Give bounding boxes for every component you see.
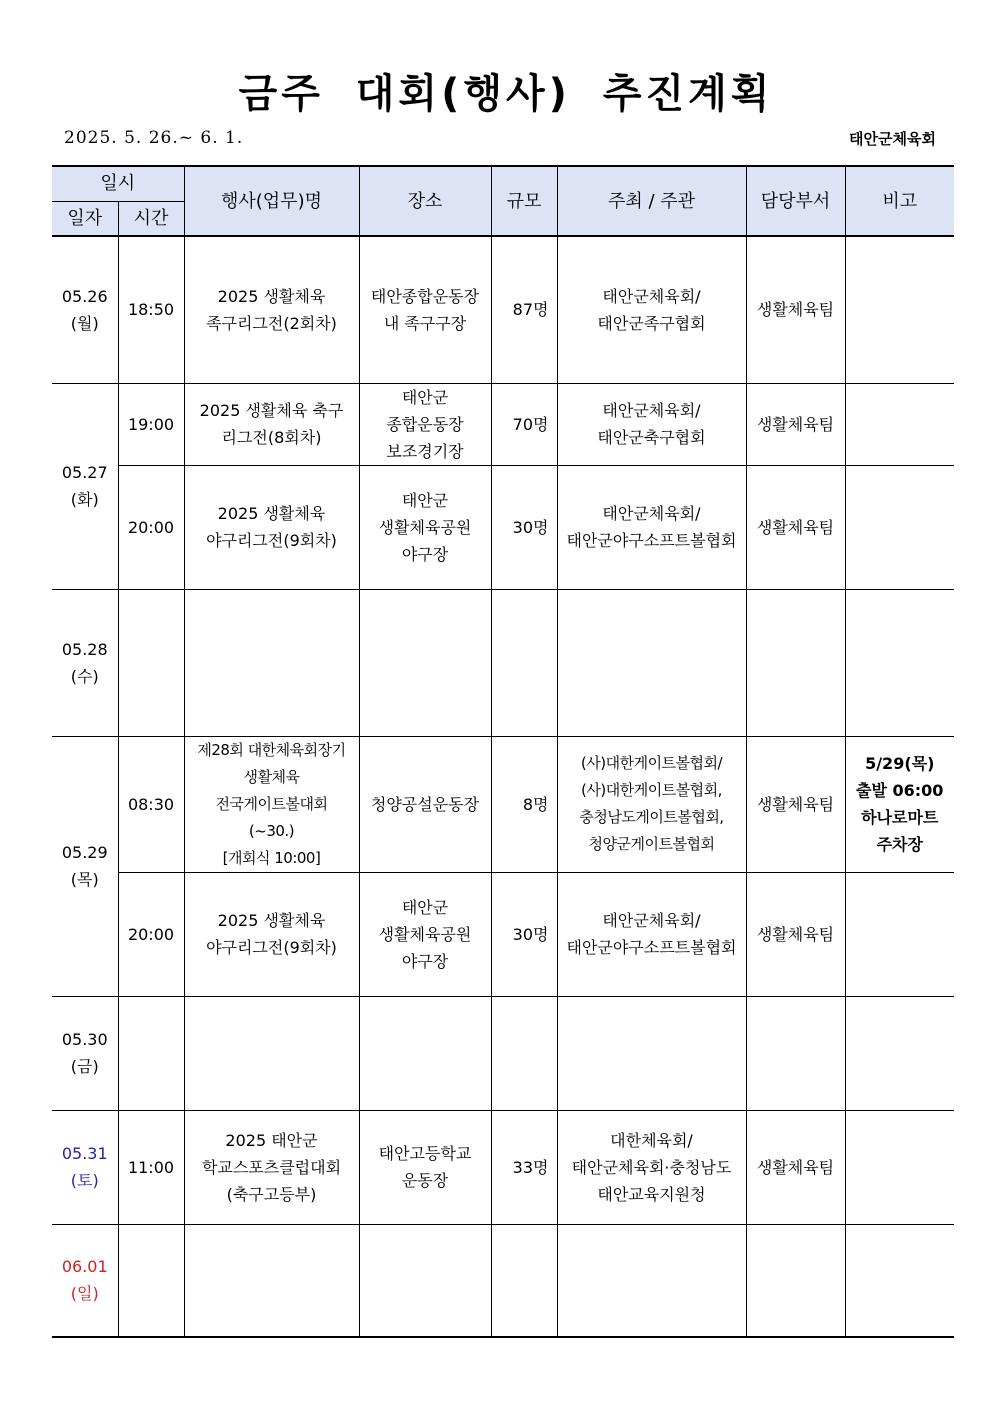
note-cell	[845, 383, 954, 465]
event-cell-line: (축구고등부)	[226, 1184, 317, 1204]
event-cell-line: 2025 생활체육	[217, 504, 326, 523]
event-cell-line: [개회식 10:00]	[222, 848, 321, 867]
schedule-table	[52, 165, 954, 1338]
date-value: 05.30	[61, 1030, 108, 1049]
venue-cell	[359, 1224, 491, 1337]
venue-cell	[359, 465, 491, 589]
weekday-value: (일)	[70, 1284, 99, 1304]
table-row	[52, 1110, 954, 1224]
schedule-body	[52, 236, 954, 1337]
event-cell	[184, 996, 359, 1110]
venue-cell-line: 생활체육공원	[378, 517, 472, 537]
event-cell-line: 2025 생활체육	[217, 286, 326, 306]
host-cell	[557, 736, 746, 872]
note-cell	[845, 872, 954, 996]
host-cell-line: 태안군체육회·충청남도	[571, 1157, 732, 1177]
event-cell	[184, 589, 359, 736]
host-cell	[557, 383, 746, 465]
time-cell: 19:00	[118, 383, 184, 465]
event-cell	[184, 872, 359, 996]
header-note: 비고	[845, 166, 954, 236]
table-row	[52, 383, 954, 465]
scale-cell: 87명	[491, 236, 557, 383]
organization-name: 태안군체육회	[849, 130, 936, 148]
weekday-value: (토)	[70, 1171, 99, 1190]
scale-cell	[491, 996, 557, 1110]
table-row	[52, 236, 954, 383]
host-cell	[557, 236, 746, 383]
event-cell	[184, 1110, 359, 1224]
host-cell-line: 태안군축구협회	[597, 428, 706, 447]
weekday-value: (월)	[70, 313, 99, 333]
note-cell	[845, 465, 954, 589]
host-cell	[557, 1110, 746, 1224]
venue-cell-line: 태안고등학교	[378, 1144, 472, 1163]
host-cell-line: 태안군체육회/	[602, 504, 701, 523]
date-cell	[52, 1110, 118, 1224]
host-cell-line: 대한체육회/	[610, 1130, 693, 1150]
host-cell-line: (사)대한게이트볼협회,	[581, 781, 722, 799]
scale-cell	[491, 589, 557, 736]
weekday-value: (금)	[70, 1057, 99, 1076]
note-cell	[845, 996, 954, 1110]
venue-cell-line: 보조경기장	[386, 441, 464, 461]
event-cell-line: 리그전(8회차)	[221, 428, 322, 447]
host-cell-line: 태안군야구소프트볼협회	[566, 531, 737, 550]
time-cell	[118, 589, 184, 736]
time-cell: 18:50	[118, 236, 184, 383]
header-datetime: 일시	[52, 166, 184, 201]
dept-cell: 생활체육팀	[746, 465, 845, 589]
host-cell-line: 태안군체육회/	[602, 911, 701, 930]
venue-cell-line: 운동장	[401, 1171, 449, 1190]
date-value: 06.01	[61, 1257, 108, 1277]
event-cell	[184, 236, 359, 383]
header-dept: 담당부서	[746, 166, 845, 236]
host-cell-line: 충청남도게이트볼협회,	[579, 808, 724, 826]
event-cell	[184, 1224, 359, 1337]
event-cell-line: 족구리그전(2회차)	[206, 313, 337, 333]
time-cell: 20:00	[118, 465, 184, 589]
event-cell-line: 제28회 대한체육회장기	[197, 740, 346, 759]
note-cell-line: 출발 06:00	[856, 781, 944, 800]
note-cell	[845, 236, 954, 383]
venue-cell-line: 생활체육공원	[378, 924, 472, 944]
event-cell-line: 2025 생활체육 축구	[199, 401, 344, 420]
note-cell-line: 하나로마트	[861, 808, 939, 827]
dept-cell	[746, 1224, 845, 1337]
dept-cell: 생활체육팀	[746, 383, 845, 465]
scale-cell: 8명	[491, 736, 557, 872]
venue-cell-line: 태안종합운동장	[370, 286, 480, 306]
event-cell-line: 야구리그전(9회차)	[206, 531, 337, 550]
header-date: 일자	[52, 201, 118, 236]
venue-cell	[359, 872, 491, 996]
venue-cell-line: 청양공설운동장	[370, 794, 480, 814]
event-cell-line: 전국게이트볼대회	[215, 794, 328, 813]
event-cell-line: 2025 태안군	[225, 1130, 318, 1150]
venue-cell	[359, 1110, 491, 1224]
venue-cell-line: 태안군	[401, 490, 449, 510]
host-cell	[557, 996, 746, 1110]
dept-cell: 생활체육팀	[746, 1110, 845, 1224]
dept-cell: 생활체육팀	[746, 872, 845, 996]
venue-cell-line: 야구장	[401, 544, 449, 564]
time-cell: 11:00	[118, 1110, 184, 1224]
venue-cell-line: 야구장	[401, 951, 449, 971]
note-cell	[845, 589, 954, 736]
event-cell-line: 야구리그전(9회차)	[206, 938, 337, 957]
venue-cell-line: 태안군	[401, 387, 449, 407]
weekday-value: (수)	[70, 666, 99, 686]
weekday-value: (목)	[70, 870, 99, 889]
date-value: 05.26	[61, 286, 108, 306]
note-cell	[845, 736, 954, 872]
host-cell	[557, 1224, 746, 1337]
host-cell-line: 청양군게이트볼협회	[588, 835, 715, 853]
date-cell	[52, 736, 118, 996]
page-title: 금주 대회(행사) 추진계획	[238, 71, 774, 117]
header-event: 행사(업무)명	[184, 166, 359, 236]
date-cell	[52, 236, 118, 383]
venue-cell	[359, 736, 491, 872]
event-cell-line: 생활체육	[243, 767, 300, 786]
venue-cell	[359, 996, 491, 1110]
table-row	[52, 465, 954, 589]
header-venue: 장소	[359, 166, 491, 236]
table-row	[52, 1224, 954, 1337]
event-cell	[184, 383, 359, 465]
note-cell	[845, 1224, 954, 1337]
scale-cell: 30명	[491, 872, 557, 996]
date-cell	[52, 1224, 118, 1337]
header-scale: 규모	[491, 166, 557, 236]
date-value: 05.29	[61, 843, 108, 862]
host-cell-line: 태안군족구협회	[597, 313, 706, 333]
event-cell	[184, 736, 359, 872]
header-host: 주최 / 주관	[557, 166, 746, 236]
host-cell-line: 태안군체육회/	[602, 286, 701, 306]
table-row	[52, 872, 954, 996]
venue-cell-line: 태안군	[401, 897, 449, 917]
date-cell	[52, 383, 118, 589]
date-value: 05.27	[61, 463, 108, 482]
event-cell-line: (~30.)	[248, 821, 295, 840]
host-cell-line: (사)대한게이트볼협회/	[580, 754, 723, 772]
date-cell	[52, 589, 118, 736]
dept-cell	[746, 996, 845, 1110]
host-cell	[557, 872, 746, 996]
date-value: 05.28	[61, 639, 108, 659]
venue-cell	[359, 383, 491, 465]
venue-cell-line: 종합운동장	[386, 414, 464, 434]
time-cell	[118, 1224, 184, 1337]
event-cell-line: 2025 생활체육	[217, 911, 326, 930]
time-cell: 20:00	[118, 872, 184, 996]
scale-cell: 70명	[491, 383, 557, 465]
time-cell: 08:30	[118, 736, 184, 872]
host-cell	[557, 589, 746, 736]
event-cell-line: 학교스포츠클럽대회	[201, 1157, 342, 1177]
time-cell	[118, 996, 184, 1110]
weekday-value: (화)	[70, 490, 99, 509]
venue-cell	[359, 236, 491, 383]
note-cell-line: 5/29(목)	[865, 754, 935, 773]
date-value: 05.31	[61, 1144, 108, 1163]
venue-cell-line: 내 족구구장	[383, 313, 467, 333]
table-row	[52, 736, 954, 872]
date-cell	[52, 996, 118, 1110]
note-cell	[845, 1110, 954, 1224]
host-cell	[557, 465, 746, 589]
host-cell-line: 태안군야구소프트볼협회	[566, 938, 737, 957]
scale-cell: 33명	[491, 1110, 557, 1224]
event-cell	[184, 465, 359, 589]
dept-cell: 생활체육팀	[746, 736, 845, 872]
table-row	[52, 589, 954, 736]
dept-cell	[746, 589, 845, 736]
host-cell-line: 태안군체육회/	[602, 401, 701, 420]
note-cell-line: 주차장	[876, 835, 923, 854]
venue-cell	[359, 589, 491, 736]
dept-cell: 생활체육팀	[746, 236, 845, 383]
scale-cell: 30명	[491, 465, 557, 589]
header-time: 시간	[118, 201, 184, 236]
period-range: 2025. 5. 26.~ 6. 1.	[64, 128, 244, 148]
host-cell-line: 태안교육지원청	[597, 1184, 706, 1204]
scale-cell	[491, 1224, 557, 1337]
table-row	[52, 996, 954, 1110]
